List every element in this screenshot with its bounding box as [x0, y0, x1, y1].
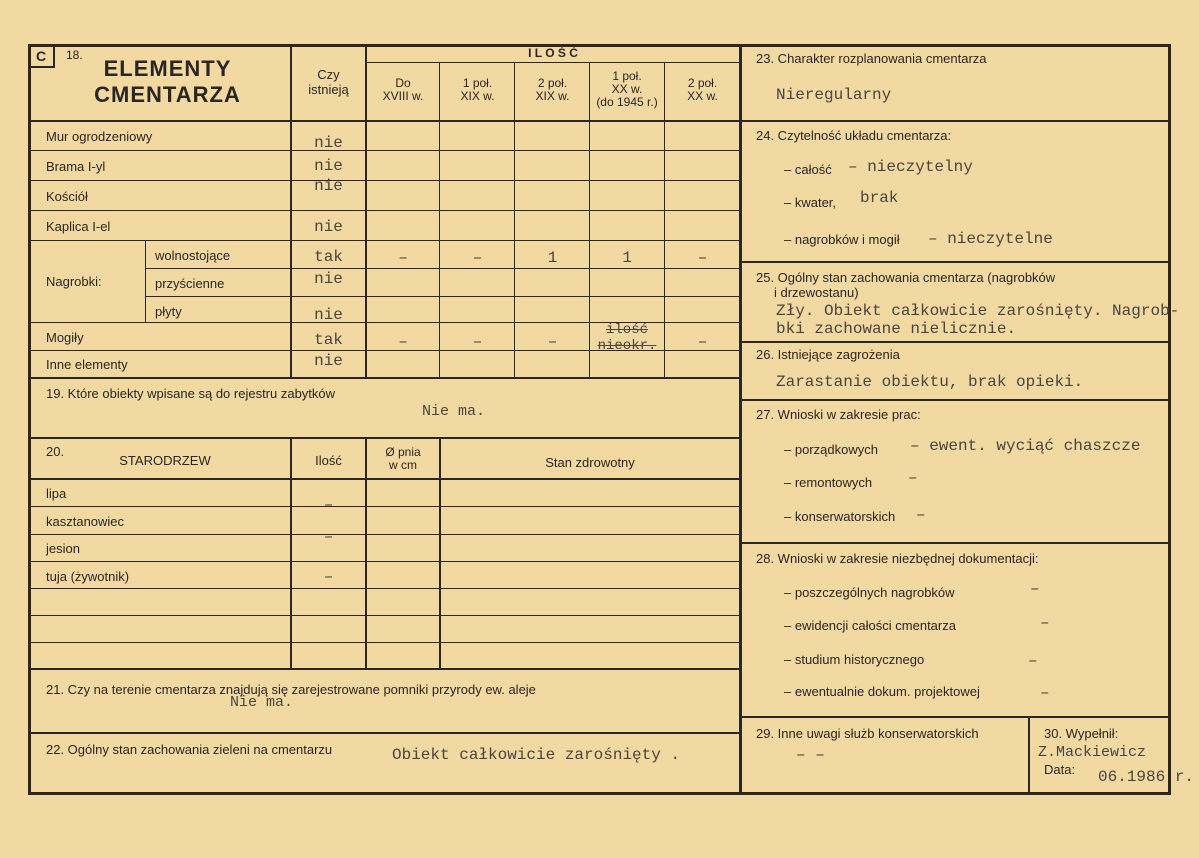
s28-item-3: – studium historycznego [784, 652, 925, 667]
s21-value: Nie ma. [230, 694, 294, 711]
exists-inne: nie [314, 352, 343, 370]
tree-lipa: lipa [46, 486, 67, 501]
s20-title: STARODRZEW [119, 453, 211, 468]
s20-num: 20. [46, 444, 65, 459]
col-czy-istnieja: Czy istnieją [308, 67, 349, 97]
exists-przyscienne: nie [314, 270, 343, 288]
wolnostojace-p5: – [697, 249, 708, 267]
tree-kasztanowiec-ilosc: – [323, 496, 334, 514]
s30-date-label: Data: [1044, 762, 1076, 777]
s28-item-1: – poszczególnych nagrobków [784, 585, 955, 600]
tree-tuja-ilosc: – [323, 568, 334, 586]
s27-value-konserwatorskich: – [916, 506, 926, 524]
section-18-num: 18. [66, 48, 83, 62]
exists-plyty: nie [314, 306, 343, 324]
period-col-5: 2 poł. XX w. [687, 76, 718, 103]
s26-label: 26. Istniejące zagrożenia [756, 347, 900, 362]
row-label-wolnostojace: wolnostojące [155, 248, 231, 263]
s24-item-calosc: – całość [784, 162, 832, 177]
s20-col-stan: Stan zdrowotny [545, 455, 635, 470]
s30-name: Z.Mackiewicz [1038, 744, 1147, 761]
row-label-mur: Mur ogrodzeniowy [46, 129, 153, 144]
s24-label: 24. Czytelność układu cmentarza: [756, 128, 952, 143]
row-label-brama: Brama I-yl [46, 159, 106, 174]
row-label-kaplica: Kaplica I-el [46, 219, 111, 234]
exists-brama: nie [314, 157, 343, 175]
period-col-1: Do XVIII w. [382, 76, 424, 103]
period-col-3: 2 poł. XIX w. [535, 76, 570, 103]
s24-item-nagrobkow: – nagrobków i mogił [784, 232, 900, 247]
tree-tuja: tuja (żywotnik) [46, 569, 130, 584]
exists-mur: nie [314, 134, 343, 152]
mogily-p4: ilość nieokr. [597, 322, 657, 354]
s20-col-pnia: Ø pnia w cm [385, 445, 421, 472]
mogily-p3: – [547, 333, 558, 351]
s19-label: 19. Które obiekty wpisane są do rejestru zabytków [46, 386, 336, 401]
s28-value-2: – [1040, 614, 1050, 632]
wolnostojace-p4: 1 [622, 249, 632, 267]
s27-item-konserwatorskich: – konserwatorskich [784, 509, 896, 524]
period-col-2: 1 poł. XIX w. [460, 76, 495, 103]
wolnostojace-p2: – [472, 249, 483, 267]
nagrobki-label: Nagrobki: [46, 274, 102, 289]
title-line1: ELEMENTY [103, 56, 232, 81]
s25-label-2: i drzewostanu) [774, 285, 859, 300]
s22-value: Obiekt całkowicie zarośnięty . [392, 746, 681, 764]
exists-kaplica: nie [314, 218, 343, 236]
s27-label: 27. Wnioski w zakresie prac: [756, 407, 921, 422]
exists-wolnostojace: tak [314, 248, 343, 266]
ilosc-header: I L O Ś Ć [528, 46, 578, 60]
tree-kasztanowiec: kasztanowiec [46, 514, 125, 529]
s29-value: – – [796, 746, 825, 764]
exists-kosciol: nie [314, 177, 343, 195]
s25-label-1: 25. Ogólny stan zachowania cmentarza (nagrobków [756, 270, 1056, 285]
s30-label: 30. Wypełnił: [1044, 726, 1119, 741]
mogily-p2: – [472, 333, 483, 351]
s24-item-kwater: – kwater, [784, 195, 837, 210]
s24-value-kwater: brak [860, 189, 899, 207]
tree-jesion: jesion [46, 541, 80, 556]
tree-jesion-ilosc: – [323, 528, 334, 546]
s28-value-4: – [1040, 684, 1050, 702]
s27-value-porzadkowych: – ewent. wyciąć chaszcze [910, 437, 1141, 455]
s19-value: Nie ma. [422, 403, 486, 420]
wolnostojace-p1: – [398, 249, 408, 267]
s30-date: 06.1986 r. [1098, 768, 1195, 786]
wolnostojace-p3: 1 [547, 249, 558, 267]
row-label-inne: Inne elementy [46, 357, 128, 372]
s21-label: 21. Czy na terenie cmentarza znajdują się zarejestrowane pomniki przyrody ew. aleje [46, 682, 536, 697]
s28-label: 28. Wnioski w zakresie niezbędnej dokumentacji: [756, 551, 1039, 566]
s28-item-2: – ewidencji całości cmentarza [784, 618, 956, 633]
s28-item-4: – ewentualnie dokum. projektowej [784, 684, 980, 699]
s25-value-1: Zły. Obiekt całkowicie zarośnięty. Nagrob- [776, 302, 1180, 320]
s23-value: Nieregularny [776, 86, 892, 104]
s24-value-nagrobkow: – nieczytelne [928, 230, 1053, 248]
mogily-p1: – [398, 333, 408, 351]
s27-item-porzadkowych: – porządkowych [784, 442, 878, 457]
s23-label: 23. Charakter rozplanowania cmentarza [756, 51, 987, 66]
s22-label: 22. Ogólny stan zachowania zieleni na cmentarzu [46, 742, 333, 757]
row-label-kosciol: Kościół [46, 189, 88, 204]
s26-value: Zarastanie obiektu, brak opieki. [776, 373, 1084, 391]
s27-value-remontowych: – [908, 469, 918, 487]
period-col-4: 1 poł. XX w. (do 1945 r.) [596, 69, 658, 109]
s28-value-3: – [1028, 652, 1038, 670]
s25-value-2: bki zachowane nielicznie. [776, 320, 1017, 338]
s29-label: 29. Inne uwagi służb konserwatorskich [756, 726, 979, 741]
row-label-mogily: Mogiły [46, 330, 84, 345]
card-type-letter: C [36, 48, 47, 64]
row-label-plyty: płyty [155, 304, 182, 319]
s20-col-ilosc: Ilość [315, 453, 342, 468]
s27-item-remontowych: – remontowych [784, 475, 873, 490]
title-line2: CMENTARZA [94, 82, 241, 107]
s28-value-1: – [1030, 580, 1040, 598]
mogily-p5: – [697, 333, 708, 351]
row-label-przyscienne: przyścienne [155, 276, 225, 291]
s24-value-calosc: – nieczytelny [848, 158, 973, 176]
exists-mogily: tak [314, 331, 343, 349]
